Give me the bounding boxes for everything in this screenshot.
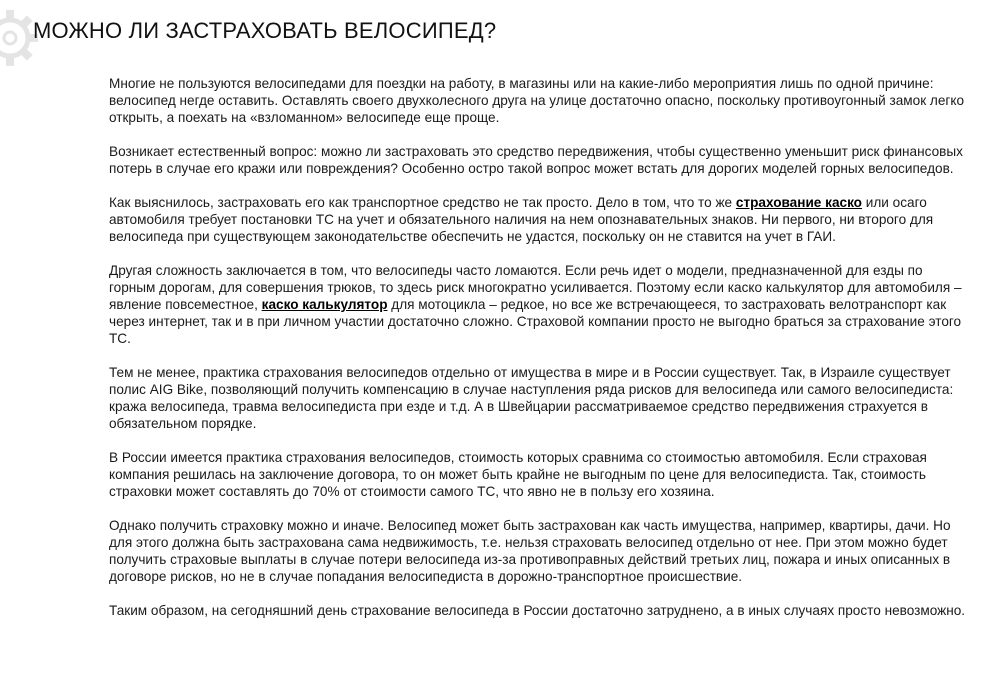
page-title: МОЖНО ЛИ ЗАСТРАХОВАТЬ ВЕЛОСИПЕД? bbox=[33, 18, 497, 43]
paragraph-7: Однако получить страховку можно и иначе. Велосипед может быть застрахован как часть имущества, например, квартиры, дачи. Но для этого должна быть застрахована сама недвижимость, т.е. нельзя страховать велосипед отдельно от нее. При этом можно будет получить страховые выплаты в случае потери велосипеда из-за противоправных действий третьих лиц, пожара и иных описанных в договоре рисков, но не в случае попадания велосипедиста в дорожно-транспортное происшествие. bbox=[109, 518, 951, 584]
paragraph-2: Возникает естественный вопрос: можно ли застраховать это средство передвижения, чтобы существенно уменьшит риск финансовых потерь в случае его кражи или повреждения? Особенно остро такой вопрос может встать для дорогих моделей горных велосипедов. bbox=[109, 144, 963, 176]
paragraph-6: В России имеется практика страхования велосипедов, стоимость которых сравнима со стоимостью автомобиля. Если страховая компания решилась на заключение договора, то он может быть крайне не выгодным по цене для велосипедиста. Так, стоимость страховки может составлять до 70% от стоимости самого ТС, что явно не в пользу его хозяина. bbox=[109, 450, 927, 499]
paragraph-4-text-end: для мотоцикла – редкое, но все же встречающееся, то застраховать велотранспорт как через интернет, так и в при личном участии достаточно сложно. Страховой компании просто не выгодно браться за страхование этого ТС. bbox=[109, 297, 962, 346]
kasko-calculator-link[interactable]: каско калькулятор bbox=[261, 297, 388, 312]
paragraph-1: Многие не пользуются велосипедами для поездки на работу, в магазины или на какие-либо мероприятия лишь по одной причине: велосипед негде оставить. Оставлять своего двухколесного друга на улице достаточно опасно, поскольку противоугонный замок легко открыть, а поехать на «взломанном» велосипеде еще проще. bbox=[109, 76, 965, 125]
article-body bbox=[109, 75, 969, 636]
paragraph-8: Таким образом, на сегодняшний день страхование велосипеда в России достаточно затруднено, а в иных случаях просто невозможно. bbox=[109, 603, 966, 618]
paragraph-3-text-start: Как выяснилось, застраховать его как транспортное средство не так просто. Дело в том, что то же bbox=[109, 195, 736, 210]
paragraph-3 bbox=[109, 194, 969, 245]
paragraph-5: Тем не менее, практика страхования велосипедов отдельно от имущества в мире и в России существует. Так, в Израиле существует полис AIG Bike, позволяющий получить компенсацию в случае наступления ряда рисков для велосипеда или самого велосипедиста: кража велосипеда, травма велосипедиста при езде и т.д. А в Швейцарии рассматриваемое средство передвижения страхуется в обязательном порядке. bbox=[109, 365, 954, 431]
kasko-insurance-link[interactable]: страхование каско bbox=[735, 195, 862, 210]
paragraph-4 bbox=[109, 262, 969, 347]
paragraph-3-text-end: или осаго автомобиля требует постановки ТС на учет и обязательного наличия на нем опознавательных знаков. Ни первого, ни второго для велосипеда при существующем законодательстве обеспечить не удастся, поскольку он не ставится на учет в ГАИ. bbox=[109, 195, 934, 244]
paragraph-4-text-start: Другая сложность заключается в том, что велосипеды часто ломаются. Если речь идет о модели, предназначенной для езды по горным дорогам, для совершения трюков, то здесь риск многократно усиливается. Поэтому если каско калькулятор для автомобиля – явление повсеместное, bbox=[109, 263, 962, 312]
